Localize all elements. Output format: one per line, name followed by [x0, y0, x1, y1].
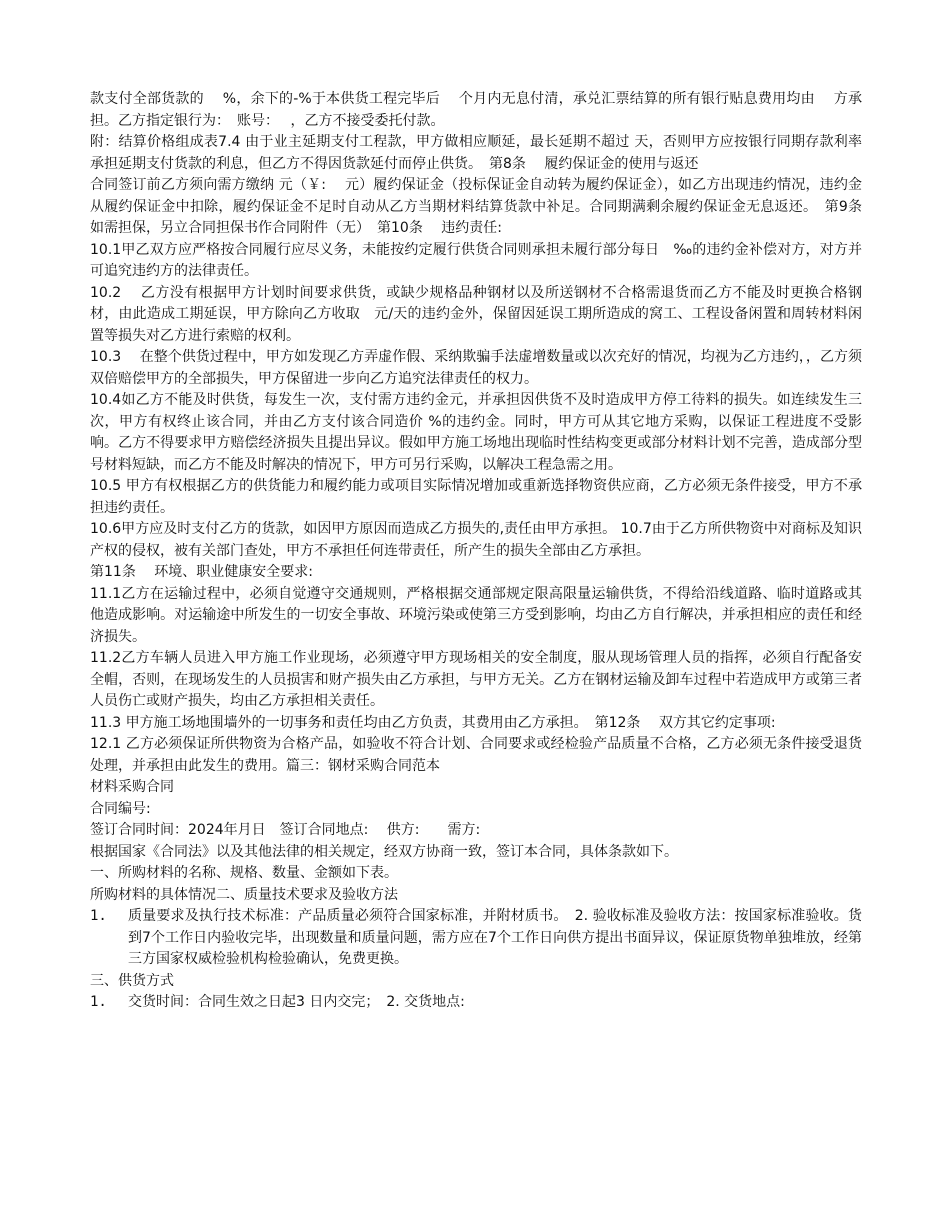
clause-11-1: 11.1乙方在运输过程中，必须自觉遵守交通规则，严格根据交通部规定限高限量运输供货，不得给沿线道路、临时道路或其他造成影响。对运输途中所发生的一切安全事故、环境污染或使第三方受到影响，均由乙方自行解决，并承担相应的责任和经济损失。: [90, 585, 862, 645]
paragraph-performance-bond: 合同签订前乙方须向需方缴纳 元（￥: 元）履约保证金（投标保证金自动转为履约保证金），如乙方出现违约情况，违约金从履约保证金中扣除，履约保证金不足时自动从乙方当期材料结算货款中补足。合同期满剩余履约保证金无息返还。 第9条 如需担保，另立合同担保书作合同附件（无） 第10条 违约责任:: [90, 177, 881, 236]
section-1-heading: 一、所购材料的名称、规格、数量、金额如下表。: [90, 865, 398, 881]
list-number: 1.: [90, 908, 107, 924]
clause-10-2: 10.2 乙方没有根据甲方计划时间要求供货，或缺少规格品种钢材以及所送钢材不合格需退货而乙方不能及时更换合格钢材，由此造成工期延误，甲方除向乙方收取 元/天的违约金外，保留因延误工期所造成的窝工、工程设备闲置和周转材料闲置等损失对乙方进行索赔的权利。: [90, 284, 862, 344]
clause-11-3: 11.3 甲方施工场地围墙外的一切事务和责任均由乙方负责，其费用由乙方承担。 第12条 双方其它约定事项:: [90, 714, 776, 731]
clause-10-6: 10.6甲方应及时支付乙方的货款，如因甲方原因而造成乙方损失的,责任由甲方承担。 10.7由于乙方所供物资中对商标及知识产权的侵权，被有关部门查处，甲方不承担任何连带责任，所产生的损失全部由乙方承担。: [90, 521, 862, 559]
clause-11-2: 11.2乙方车辆人员进入甲方施工作业现场，必须遵守甲方现场相关的安全制度，服从现场管理人员的指挥，必须自行配备安全帽，否则，在现场发生的人员损害和财产损失由乙方承担，与甲方无关。乙方在钢材运输及卸车过程中若造成甲方或第三者人员伤亡或财产损失，均由乙方承担相关责任。: [90, 650, 862, 709]
paragraph-settlement-appendix: 附：结算价格组成表7.4 由于业主延期支付工程款，甲方做相应顺延，最长延期不超过 天，否则甲方应按银行同期存款利率承担延期支付货款的利息，但乙方不得因货款延付而停止供货。 第8条 履约保证金的使用与返还: [90, 134, 862, 172]
article-11-heading: 第11条 环境、职业健康安全要求:: [90, 564, 313, 580]
list-item-delivery: [90, 992, 862, 1014]
paragraph-payment-terms: 款支付全部货款的 %，余下的-%于本供货工程完毕后 个月内无息付清，承兑汇票结算的所有银行贴息费用均由 方承担。乙方指定银行为： 账号： ，乙方不接受委托付款。: [90, 91, 862, 129]
clause-10-5: 10.5 甲方有权根据乙方的供货能力和履约能力或项目实际情况增加或重新选择物资供应商，乙方必须无条件接受，甲方不承担违约责任。: [90, 478, 862, 516]
legal-basis: 根据国家《合同法》以及其他法律的相关规定，经双方协商一致，签订本合同，具体条款如下。: [90, 843, 678, 860]
clause-10-4: 10.4如乙方不能及时供货，每发生一次，支付需方违约金元，并承担因供货不及时造成甲方停工待料的损失。如连续发生三次，甲方有权终止该合同，并由乙方支付该合同造价 %的违约金。同时，甲方可从其它地方采购，以保证工程进度不受影响。乙方不得要求甲方赔偿经济损失且提出异议。假如甲方施工场地出现临时性结构变更或部分材料计划不完善，造成部分型号材料短缺，而乙方不能及时解决的情况下，甲方可另行采购，以解决工程急需之用。: [90, 392, 862, 473]
document-page: [90, 89, 881, 1014]
list-text: 交货时间：合同生效之日起3 日内交完； 2. 交货地点:: [128, 994, 465, 1010]
list-item-quality: [90, 906, 862, 971]
clause-10-3: 10.3 在整个供货过程中，甲方如发现乙方弄虚作假、采纳欺骗手法虚增数量或以次充好的情况，均视为乙方违约，，乙方须双倍赔偿甲方的全部损失，甲方保留进一步向乙方追究法律责任的权力。: [90, 349, 862, 387]
section-3-heading: 三、供货方式: [90, 972, 174, 989]
clause-10-1: 10.1甲乙双方应严格按合同履行应尽义务，未能按约定履行供货合同则承担未履行部分每日 ‰的违约金补偿对方，对方并可追究违约方的法律责任。: [90, 241, 862, 279]
section-2-heading: 所购材料的具体情况二、质量技术要求及验收方法: [90, 886, 398, 903]
list-text: 质量要求及执行技术标准：产品质量必须符合国家标准，并附材质书。 2. 验收标准及验收方法：按国家标准验收。货到7个工作日内验收完毕，出现数量和质量问题，需方应在7个工作日向供方提出书面异议，保证原货物单独堆放，经第三方国家权威检验机构检验确认，免费更换。: [128, 908, 862, 967]
contract-title: 材料采购合同: [90, 779, 174, 795]
clause-12-1: 12.1 乙方必须保证所供物资为合格产品，如验收不符合计划、合同要求或经检验产品质量不合格，乙方必须无条件接受退货处理，并承担由此发生的费用。篇三：钢材采购合同范本: [90, 736, 862, 774]
contract-number: 合同编号:: [90, 800, 151, 817]
list-number: 1.: [90, 994, 107, 1010]
signing-info: 签订合同时间：2024年月日 签订合同地点: 供方: 需方:: [90, 822, 481, 838]
